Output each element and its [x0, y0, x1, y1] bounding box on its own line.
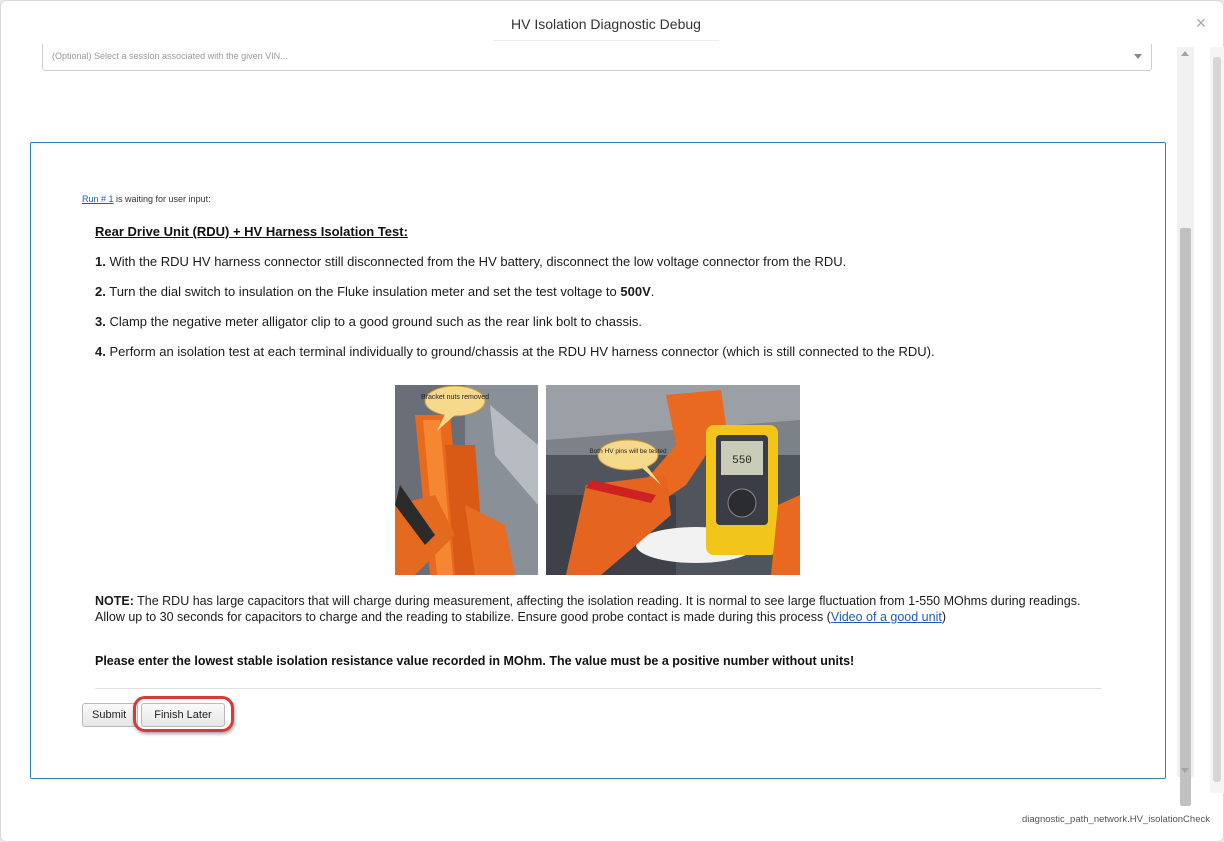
step-number: 4.: [95, 344, 106, 359]
note-label: NOTE:: [95, 594, 134, 608]
photo-harness-bracket: [395, 385, 538, 575]
scroll-up-icon[interactable]: [1181, 51, 1189, 56]
input-instruction: Please enter the lowest stable isolation resistance value recorded in MOhm. The value must be a positive number without units!: [95, 654, 855, 668]
scrollbar-thumb[interactable]: [1180, 228, 1191, 806]
run-status-text: is waiting for user input:: [113, 194, 211, 204]
run-status-line: [82, 194, 211, 204]
step-text-end: .: [650, 284, 655, 299]
note-text: The RDU has large capacitors that will charge during measurement, affecting the isolation reading. It is normal to see large fluctuation from 1-550 MOhms during readings. Allow up to 30 seconds for capacitors to charge and the reading to stabilize. Ensure good probe contact is made during this process (: [95, 594, 1081, 624]
scroll-down-icon[interactable]: [1181, 768, 1189, 773]
finish-later-button[interactable]: Finish Later: [141, 703, 225, 727]
meter-photo-illustration: [546, 385, 800, 575]
step-number: 2.: [95, 284, 106, 299]
step-number: 1.: [95, 254, 106, 269]
step-2: [95, 284, 654, 299]
meter-reading: 550: [732, 455, 752, 467]
step-number: 3.: [95, 314, 106, 329]
finish-later-highlight: [133, 696, 234, 732]
page-scrollbar[interactable]: [1210, 47, 1224, 793]
step-text: With the RDU HV harness connector still disconnected from the HV battery, disconnect the low voltage connector from the RDU.: [109, 254, 847, 269]
submit-button[interactable]: Submit: [82, 703, 138, 727]
test-heading: Rear Drive Unit (RDU) + HV Harness Isolation Test:: [95, 224, 408, 239]
close-icon[interactable]: ×: [1195, 13, 1207, 33]
chevron-down-icon: [1134, 54, 1142, 59]
test-voltage: 500V: [620, 284, 651, 299]
step-4: [95, 344, 935, 359]
step-text: Clamp the negative meter alligator clip to a good ground such as the rear link bolt to chassis.: [109, 314, 643, 329]
session-select[interactable]: [42, 44, 1152, 71]
step-1: [95, 254, 846, 269]
capacitor-note: [95, 594, 1105, 625]
diagnostic-path-label: diagnostic_path_network.HV_isolationCheck: [1021, 814, 1210, 825]
photo-meter-test: [546, 385, 800, 575]
step-3: [95, 314, 642, 329]
harness-photo-illustration: [395, 385, 538, 575]
note-end: ): [941, 609, 946, 624]
task-panel: [30, 142, 1166, 779]
step-text: Perform an isolation test at each terminal individually to ground/chassis at the RDU HV harness connector (which is still connected to the RDU).: [109, 344, 935, 359]
run-link[interactable]: Run # 1: [82, 194, 114, 204]
content-scrollbar[interactable]: [1177, 47, 1194, 777]
bracket-callout-text: Bracket nuts removed: [420, 394, 490, 401]
dialog-title: HV Isolation Diagnostic Debug: [493, 9, 719, 41]
session-select-placeholder: (Optional) Select a session associated with the given VIN...: [52, 51, 288, 61]
divider: [95, 688, 1101, 689]
step-text: Turn the dial switch to insulation on the Fluke insulation meter and set the test voltage to: [109, 284, 621, 299]
video-link[interactable]: Video of a good unit: [830, 609, 942, 624]
page-scrollbar-thumb[interactable]: [1213, 57, 1221, 782]
pins-callout-text: Both HV pins will be tested: [589, 448, 667, 455]
